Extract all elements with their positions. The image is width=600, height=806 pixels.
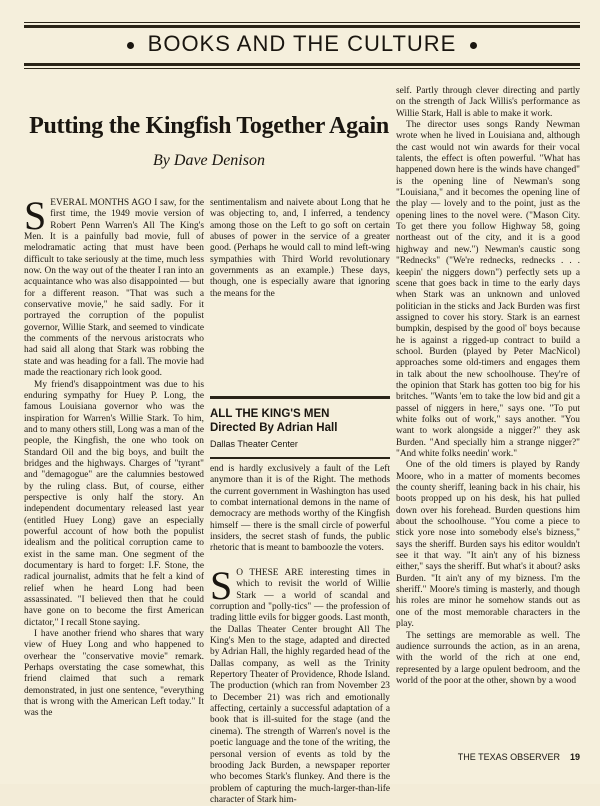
column-2-bottom: [210, 563, 390, 806]
section-rule-thin: [24, 68, 580, 69]
paragraph: S O THESE ARE interesting times in which to revisit the world of Willie Stark — a world of scandal and corruption and "polly-tics" — the profession of trading little evils for bigger goods. Last month, the Dallas Theater Center brought All The King's Men to the stage, adapted and directed by Adrian Hall, the highly regarded head of the Dallas company, as well as the Trinity Repertory Theater of Providence, Rhode Island. The production (which ran from November 23 to December 21) was rich and emotionally affecting, certainly a successful adaptation of a book that is ill-suited for the stage (and the cinema). The strength of Warren's novel is the poetic language and the tone of the writing, the personal version of events as told by the brooding Jack Burden, a newspaper reporter who becomes Stark's flunkey. And there is the problem of capturing the much-larger-than-life character of Stark him-: [210, 563, 390, 805]
paragraph: sentimentalism and naivete about Long that he was objecting to, and, I inferred, a tendency among those on the Left to go soft on certain abuses of power in the service of a greater good. (Perhaps he would call to mind left-wing sympathies with Third World revolutionary governments as an example.) These days, though, one is especially aware that ignoring the means for the: [210, 198, 390, 299]
paragraph: SEVERAL MONTHS AGO I saw, for the first time, the 1949 movie version of Robert Penn Warren's All The King's Men. It is a painfully bad movie, full of melodramatic acting that must have been difficult to take seriously at the time, much less now. On the way out of the theater I ran into an acquaintance who was also disappointed — but for a different reason. "That was such a conservative movie," he said sadly. For it portrayed the corruption of the populist governor, Willie Stark, and seemed to vindicate the comments of the nervous aristocrats who had said all along that Stark was robbing the state and was heading for a fall. The movie had made the reactionary rich look good.: [24, 193, 204, 379]
paragraph: self. Partly through clever directing and partly on the strength of Jack Willis's performance as Willie Stark, Hall is able to make it work.: [396, 86, 580, 119]
section-heading: [24, 30, 580, 58]
section-rule-thick: [24, 63, 580, 66]
section-title: BOOKS AND THE CULTURE: [147, 31, 457, 56]
paragraph: My friend's disappointment was due to his enduring sympathy for Huey P. Long, the famous Louisiana governor who was the inspiration for Warren's Willie Stark. To him, and to many others still, Long was a man of the people, the Kingfish, the one who took on Standard Oil and the big boys, and built the bridges and the highways. Charges of "tyrant" and "demagogue" are the calumnies bestowed by the ruling class. But, of course, either perspective is only half the story. An independent documentary released last year (entitled Huey Long) gave an especially powerful account of how both the populist idealism and the political corruption came to exist in the same man. One segment of the documentary is hard to forget: I.F. Stone, the radical journalist, admits that he felt a kind of relief when he heard Long had been assassinated. "I believed then that he could have gone on to become the first American dictator," I recall Stone saying.: [24, 379, 204, 628]
drop-cap: S: [24, 193, 47, 238]
column-2-top: [210, 198, 390, 300]
article-title: Putting the Kingfish Together Again: [29, 113, 389, 139]
drop-cap: S: [210, 563, 233, 608]
page-footer: [24, 752, 580, 762]
inset-title: ALL THE KING'S MEN: [210, 408, 330, 420]
paragraph: The director uses songs Randy Newman wrote when he lived in Louisiana and, although the cast would not win awards for their vocal talents, the effect is often powerful. "What has happened down here is the winds have changed" is the opening line of Newman's song "Louisiana," and it becomes the opening line of the play — lovely and to the point, just as the opening lines to the novel were. ("Mason City. To get there you follow Highway 58, going northeast out of the city, and it is a good highway and new.") Newman's caustic song "Rednecks" ("We're rednecks, rednecks . . . keepin' the niggers down") perfectly sets up a scene that goes back in time to the early days when Stark was an unknown and unloved politician in the sticks and Jack Burden was first assigned to cover his story. Stark is an earnest bumpkin, despised by the good ol' boys because he is against a rigged-up contract to build a school. Burden (played by Peter MacNicol) approaches some old-timers and engages them in talk about the new schoolhouse. They're of the opinion that Stark has gotten too big for his britches. "Wants 'em to take the low bid and git a passel of niggers in here," says one. "To put white folks out of work," says another. "You want to work alongside a nigger?" they ask Burden. "And specially him a strange nigger?" "And white folks needin' work.": [396, 120, 580, 459]
article-byline: By Dave Denison: [153, 152, 265, 169]
paragraph: end is hardly exclusively a fault of the Left anymore than it is of the Right. The methods the current government in Washington has used to combat international demons in the name of democracy are methods worthy of the Kingfish himself — there is the small circle of powerful insiders, the secret stash of funds, the public rhetoric that is meant to bamboozle the voters.: [210, 464, 390, 554]
inset-director: Directed By Adrian Hall: [210, 422, 338, 434]
paragraph: One of the old timers is played by Randy Moore, who in a matter of moments becomes the county sheriff, leaning back in his chair, his boots propped up on his desk, his hat pulled down over his forehead. Burden questions him about the schoolhouse. "You come a piece to stick yore nose into somebody else's bizness," says the sheriff. Burden says his editor wouldn't see it that way. "It ain't any of his bizness either," says the sheriff. But what's it about? asks Burden. "It ain't any of my bizness. I'm the sheriff." Moore's timing is masterly, and though his roles are minor he somehow stands out as one of the most memorable characters in the play.: [396, 460, 580, 630]
bullet-icon: [470, 42, 477, 49]
paragraph: I have another friend who shares that wary view of Huey Long and who happened to overhear the "conservative movie" remark. Perhaps overstating the case somewhat, this friend claimed that such a remark demonstrated, in just one sentence, "everything that is wrong with the American Left today." It was the: [24, 629, 204, 719]
page-number: 19: [569, 752, 580, 762]
column-2-middle: [210, 464, 390, 555]
column-1: [24, 193, 204, 720]
inset-venue: Dallas Theater Center: [210, 439, 298, 449]
column-3: [396, 86, 580, 687]
publication-name: THE TEXAS OBSERVER: [457, 752, 560, 762]
production-info-box: [210, 396, 390, 459]
top-rule-thick: [24, 25, 580, 28]
bullet-icon: [127, 42, 134, 49]
paragraph: The settings are memorable as well. The audience surrounds the action, as in an arena, with the world of the rich at one end, represented by a large opulent bedroom, and the world of the poor at the other, shown by a wood: [396, 630, 580, 686]
top-rule-thin: [24, 22, 580, 23]
